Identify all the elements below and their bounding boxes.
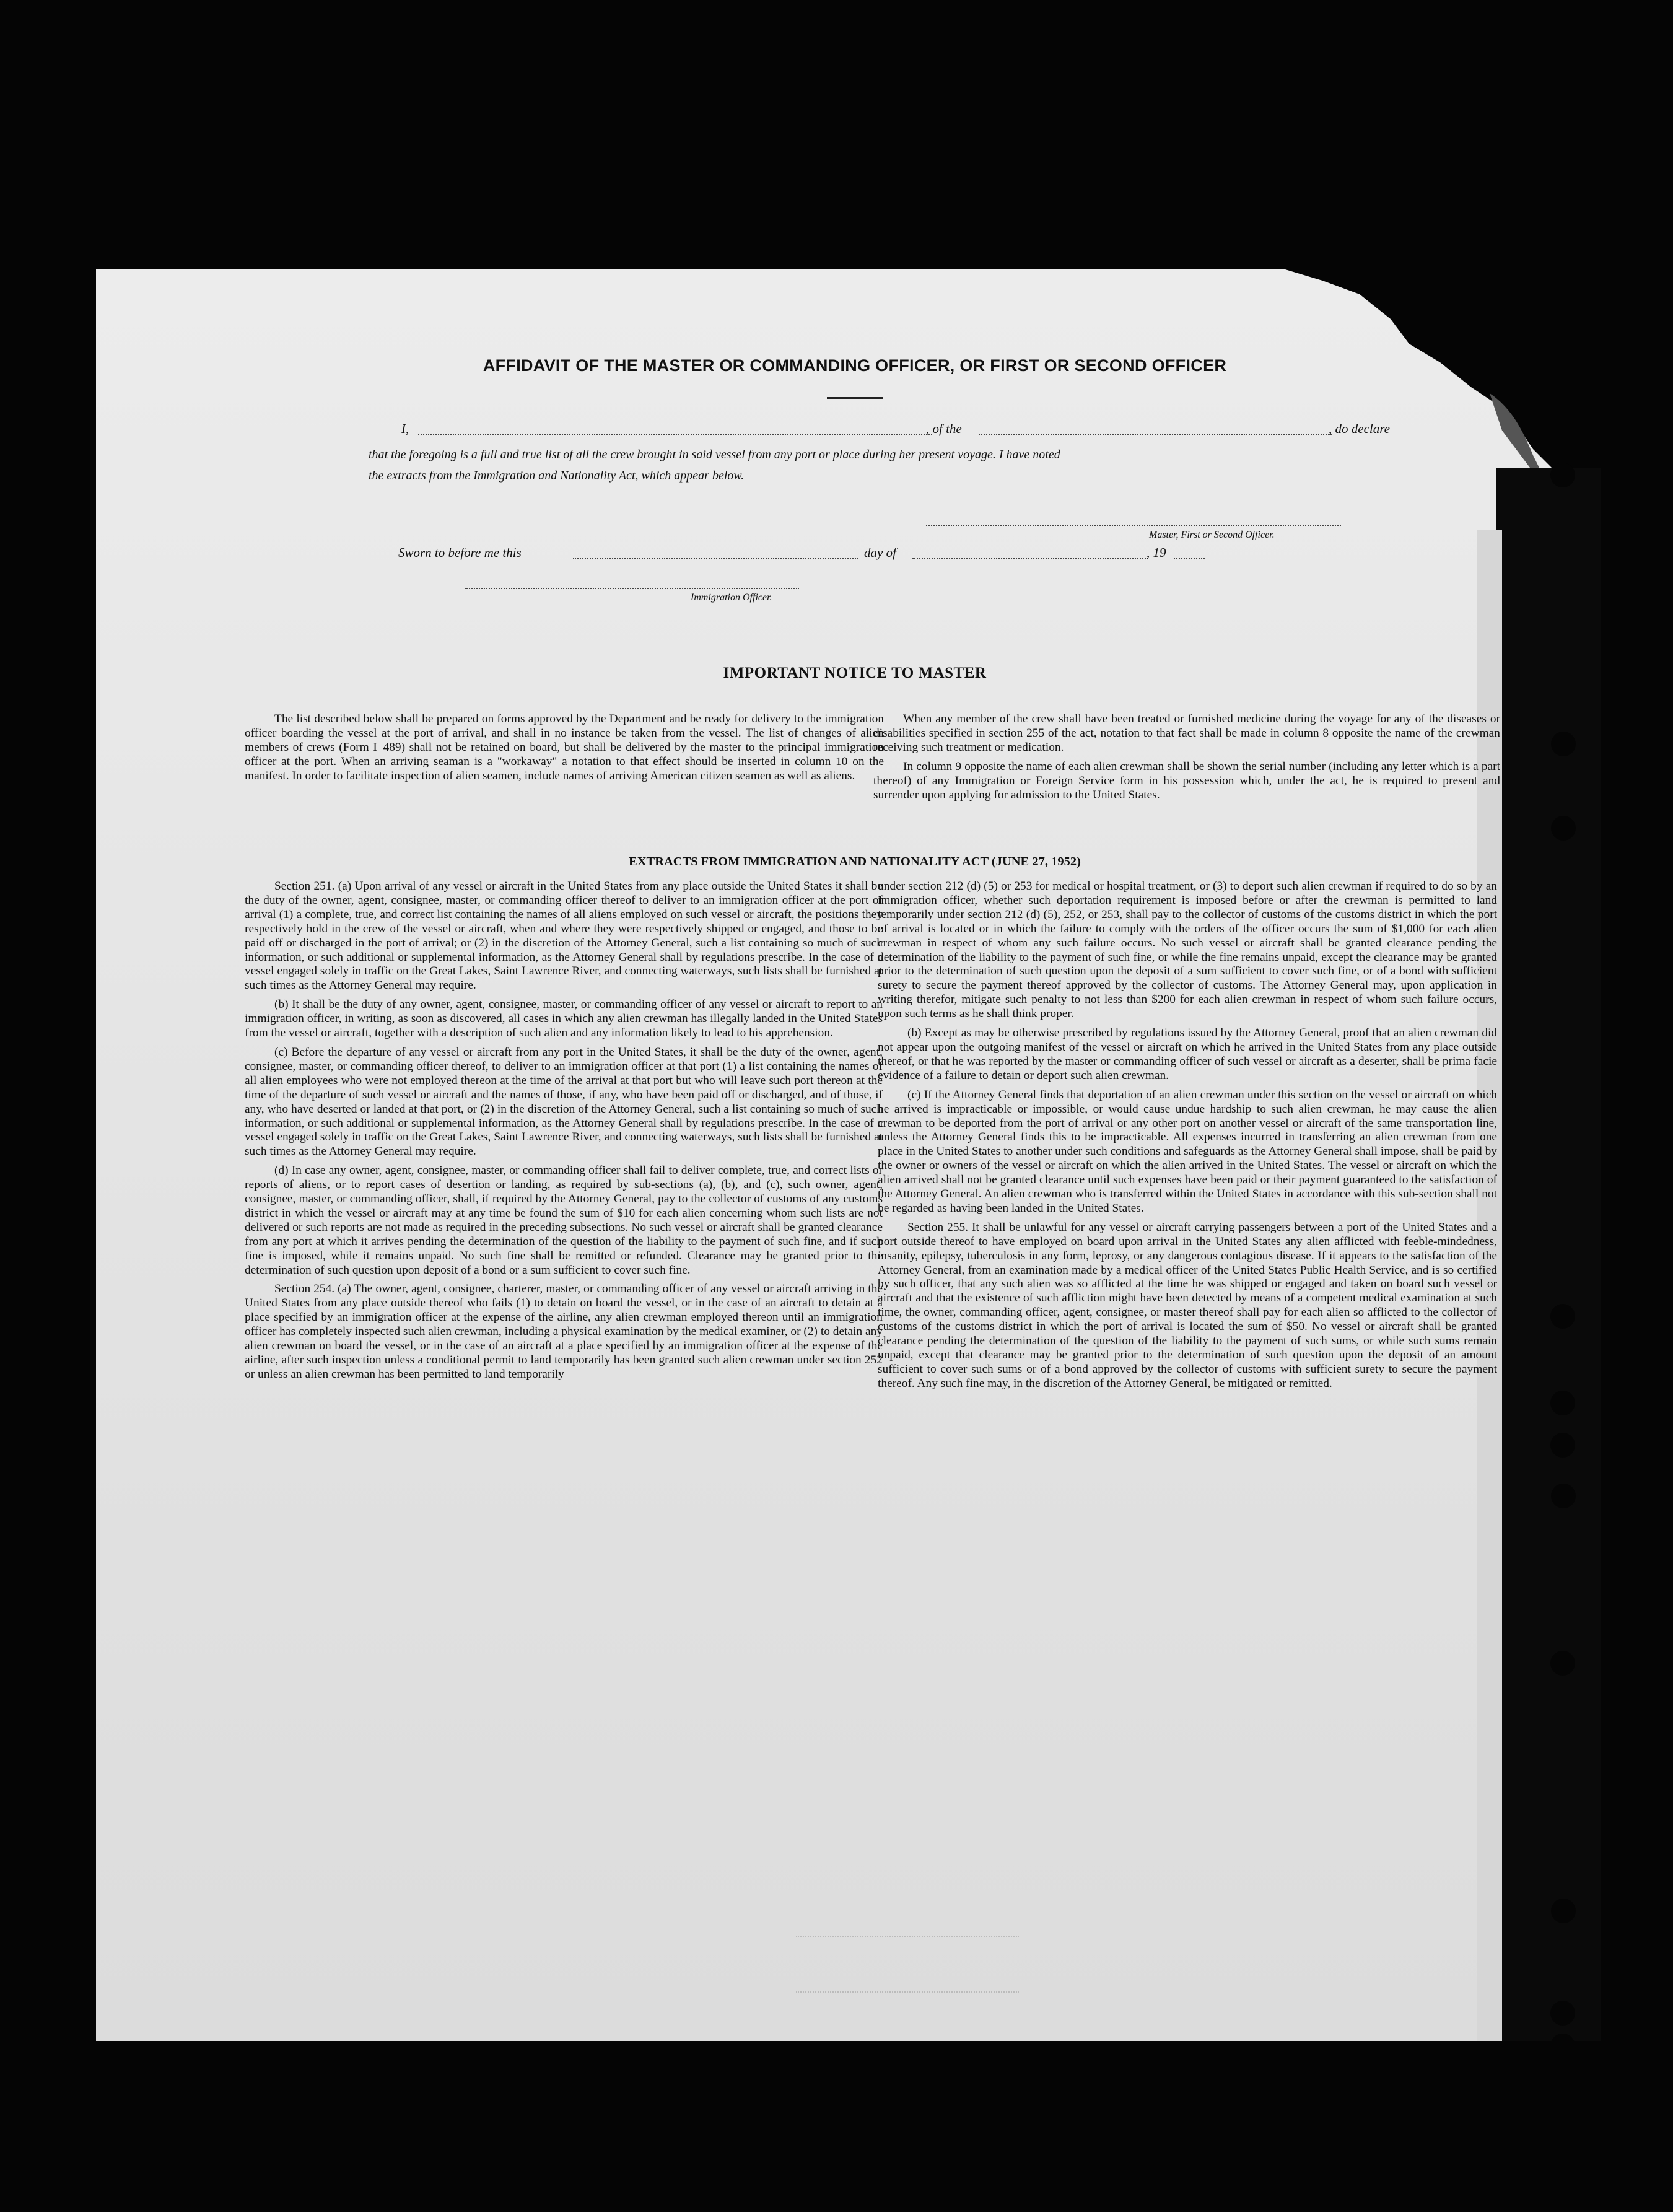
- sworn-month-blank[interactable]: [912, 558, 1148, 559]
- notice-title: IMPORTANT NOTICE TO MASTER: [723, 665, 987, 681]
- section-251-d: (d) In case any owner, agent, consignee, master, or commanding officer shall fail to deliver complete, true, and correct lists or reports of aliens, or to report cases of desertion or landing, as required by sub-sections (a), (b), and (c), such owner, agent, consignee, master, or commanding officer, shall, if required by the Attorney General, pay to the collector of customs of any customs district in which the vessel or aircraft may at any time be found the sum of $10 for each alien concerning whom such lists are not delivered or such reports are not made as required in the preceding subsections. No such vessel or aircraft shall be granted clearance from any port at which it arrives pending the determination of the question of the liability to the payment of such fine, and if such fine is imposed, while it remains unpaid. No such fine shall be remitted or refunded. Clearance may be granted prior to the determination of such question upon deposit of a bond or a sum sufficient to cover such fine.: [245, 1164, 883, 1277]
- punch-hole: [1551, 732, 1576, 756]
- punch-hole: [1550, 2001, 1575, 2026]
- notice-right-paragraph-1: When any member of the crew shall have been treated or furnished medicine during the voyage for any of the diseases or disabilities specified in section 255 of the act, notation to that fact shall be made in column 8 opposite the name of the crewman receiving such treatment or medication.: [873, 712, 1500, 754]
- punch-hole: [1551, 1484, 1576, 1508]
- do-declare-label: , do declare: [1329, 421, 1390, 436]
- section-255: Section 255. It shall be unlawful for any vessel or aircraft carrying passengers between a port of the United States and a port outside thereof to have employed on board upon arrival in the United States any alien afflicted with feeble-mindedness, insanity, epilepsy, tuberculosis in any form, leprosy, or any dangerous contagious disease. If it appears to the satisfaction of the Attorney General, from an examination made by a medical officer of the United States Public Health Service, and is so certified by such officer, that any such alien was so afflicted at the time he was shipped or engaged and taken on board such vessel or aircraft and that the existence of such affliction might have been detected by means of a competent medical examination at such time, the owner, commanding officer, agent, consignee, or master thereof shall pay for each alien so afflicted to the collector of customs of the customs district in which the port of arrival is located the sum of $50. No vessel or aircraft shall be granted clearance pending the determination of the question of the liability to the payment of such sums, or while such sums remain unpaid, except that clearance may be granted prior to the determination of such question upon the deposit of an amount sufficient to cover such sums or of a bond approved by the collector of customs with sufficient surety to secure the payment thereof. Any such fine may, in the discretion of the Attorney General, be mitigated or remitted.: [878, 1220, 1497, 1390]
- section-251-a: Section 251. (a) Upon arrival of any vessel or aircraft in the United States from any place outside the United States it shall be the duty of the owner, agent, consignee, master, or commanding officer thereof to deliver to an immigration officer at the port of arrival (1) a complete, true, and correct list containing the names of all aliens employed on such vessel or aircraft, the positions they respectively hold in the crew of the vessel or aircraft, when and where they were respectively shipped or engaged, and those to be paid off or discharged in the port of arrival; or (2) in the discretion of the Attorney General, such a list containing so much of such information, or such additional or supplemental information, as the Attorney General shall by regulations prescribe. In the case of a vessel engaged solely in traffic on the Great Lakes, Saint Lawrence River, and connecting waterways, such lists shall be furnished at such times as the Attorney General may require.: [245, 880, 883, 992]
- punch-hole: [1551, 1899, 1576, 1923]
- affidavit-statement-line1: that the foregoing is a full and true list of all the crew brought in said vessel from any port or place during her present voyage. I have noted: [369, 448, 1060, 461]
- section-251-b: (b) It shall be the duty of any owner, agent, consignee, master, or commanding officer of any vessel or aircraft to report to an immigration officer, in writing, as soon as discovered, all cases in which any alien crewman has illegally landed in the United States from the vessel or aircraft, together with a description of such alien and any information likely to lead to his apprehension.: [245, 998, 883, 1040]
- extracts-left-column: [245, 880, 883, 1382]
- notice-right-column: [873, 712, 1500, 802]
- title-rule: [827, 397, 883, 399]
- officer-signature-blank[interactable]: [465, 588, 799, 589]
- section-254-a: Section 254. (a) The owner, agent, consignee, charterer, master, or commanding officer of any vessel or aircraft arriving in the United States from any place outside thereof who fails (1) to detain on board the vessel, or in the case of an aircraft to detain at a place specified by an immigration officer at the expense of the airline, any alien crewman employed thereon until an immigration officer has completely inspected such alien crewman, including a physical examination by the medical examiner, or (2) to detain any alien crewman on board the vessel, or in the case of an aircraft at a place specified by an immigration officer at the expense of the airline, after such inspection unless a conditional permit to land temporarily has been granted such alien crewman under section 252 or unless an alien crewman has been permitted to land temporarily: [245, 1282, 883, 1381]
- extracts-title: EXTRACTS FROM IMMIGRATION AND NATIONALITY ACT (JUNE 27, 1952): [629, 855, 1081, 868]
- officer-caption: Immigration Officer.: [691, 592, 772, 603]
- section-254-c: (c) If the Attorney General finds that deportation of an alien crewman under this section on the vessel or aircraft on which he arrived is impracticable or impossible, or would cause undue hardship to such alien crewman, he may cause the alien crewman to be deported from the port of arrival or any other port on another vessel or aircraft of the same transportation line, unless the Attorney General finds this to be impracticable. All expenses incurred in transferring an alien crewman from one place in the United States to another under such conditions and safeguards as the Attorney General shall impose, shall be paid by the owner or owners of the vessel or aircraft on which the alien arrived in the United States. The vessel or aircraft on which the alien arrived shall not be granted clearance until such expenses have been paid or their payment guaranteed to the satisfaction of the Attorney General. An alien crewman who is transferred within the United States in accordance with this sub-section shall not be regarded as having been landed in the United States.: [878, 1088, 1497, 1215]
- right-edge-shadow: [1496, 468, 1601, 2041]
- notice-right-paragraph-2: In column 9 opposite the name of each alien crewman shall be shown the serial number (including any letter which is a part thereof) of any Immigration or Foreign Service form in his possession which, under the act, he is required to present and surrender upon applying for admission to the United States.: [873, 759, 1500, 802]
- section-251-c: (c) Before the departure of any vessel or aircraft from any port in the United States, it shall be the duty of the owner, agent, consignee, master, or commanding officer thereof, to deliver to an immigration officer at that port (1) a list containing the names of all alien employees who were not employed thereon at the time of the arrival at that port but who will leave such port thereon at the time of the departure of such vessel or aircraft and the names of those, if any, who have been paid off or discharged, and of those, if any, who have deserted or landed at that port, or (2) in the discretion of the Attorney General, such a list containing so much of such information, or such additional or supplemental information, as the Attorney General shall by regulations prescribe. In the case of a vessel engaged solely in traffic on the Great Lakes, Saint Lawrence River, and connecting waterways, such lists shall be furnished at such times as the Attorney General may require.: [245, 1045, 883, 1158]
- sworn-label: Sworn to before me this: [398, 545, 522, 560]
- notice-left-paragraph: The list described below shall be prepared on forms approved by the Department and be ready for delivery to the immigration officer boarding the vessel at the port of arrival, and shall in no instance be taken from the vessel. The list of changes of alien members of crews (Form I–489) shall not be retained on board, but shall be delivered by the master to the principal immigration officer at the port. When an arriving seaman is a "workaway" a notation to that effect should be inserted in column 10 on the manifest. In order to facilitate inspection of alien seamen, include names of arriving American citizen seamen as well as aliens.: [245, 712, 884, 782]
- punch-hole: [1550, 1651, 1575, 1676]
- section-254-b: (b) Except as may be otherwise prescribed by regulations issued by the Attorney General, proof that an alien crewman did not appear upon the outgoing manifest of the vessel or aircraft on which he arrived in the United States from any place outside thereof, or that he was reported by the master or commanding officer of such vessel or aircraft as a deserter, shall be prima facie evidence of a failure to detain or deport such alien crewman.: [878, 1026, 1497, 1082]
- sworn-year-blank[interactable]: [1174, 558, 1205, 559]
- declarant-label: I,: [401, 421, 409, 436]
- affidavit-title: AFFIDAVIT OF THE MASTER OR COMMANDING OFFICER, OR FIRST OR SECOND OFFICER: [483, 356, 1227, 375]
- vessel-name-blank[interactable]: [979, 434, 1332, 435]
- punch-hole: [1550, 1433, 1575, 1458]
- master-signature-blank[interactable]: [926, 525, 1341, 526]
- of-the-label: , of the: [926, 421, 962, 436]
- punch-hole: [1550, 463, 1575, 487]
- punch-hole: [1550, 1391, 1575, 1415]
- extracts-right-column: [878, 880, 1497, 1391]
- day-of-label: day of: [864, 545, 896, 560]
- document-page: [96, 269, 1601, 2041]
- affidavit-statement-line2: the extracts from the Immigration and Nationality Act, which appear below.: [369, 469, 745, 483]
- punch-hole: [1551, 816, 1576, 841]
- master-caption: Master, First or Second Officer.: [1149, 530, 1275, 540]
- notice-left-column: [245, 712, 884, 784]
- punch-hole: [1550, 1304, 1575, 1329]
- declarant-name-blank[interactable]: [418, 434, 932, 435]
- year-label: , 19: [1147, 545, 1166, 560]
- section-254-a-continued: under section 212 (d) (5) or 253 for medical or hospital treatment, or (3) to deport such alien crewman if required to do so by an immigration officer, whether such deportation requirement is imposed before or after the crewman is permitted to land temporarily under section 212 (d) (5), 252, or 253, shall pay to the collector of customs of the customs district in which the port of arrival is located or in which the failure to comply with the orders of the officer occurs the sum of $1,000 for each alien crewman in respect of whom any such failure occurs. No such vessel or aircraft shall be granted clearance pending the determination of the liability to the payment of such fine, or while the fine remains unpaid, except the clearance may be granted prior to the determination of such question upon the deposit of a sum sufficient to cover such fine, or of a bond with sufficient surety to secure the payment thereof approved by the collector of customs. The Attorney General may, upon application in writing therefor, mitigate such penalty to not less than $200 for each alien crewman in respect of whom such failure occurs, upon such terms as he shall think proper.: [878, 880, 1497, 1021]
- sworn-day-blank[interactable]: [573, 558, 858, 559]
